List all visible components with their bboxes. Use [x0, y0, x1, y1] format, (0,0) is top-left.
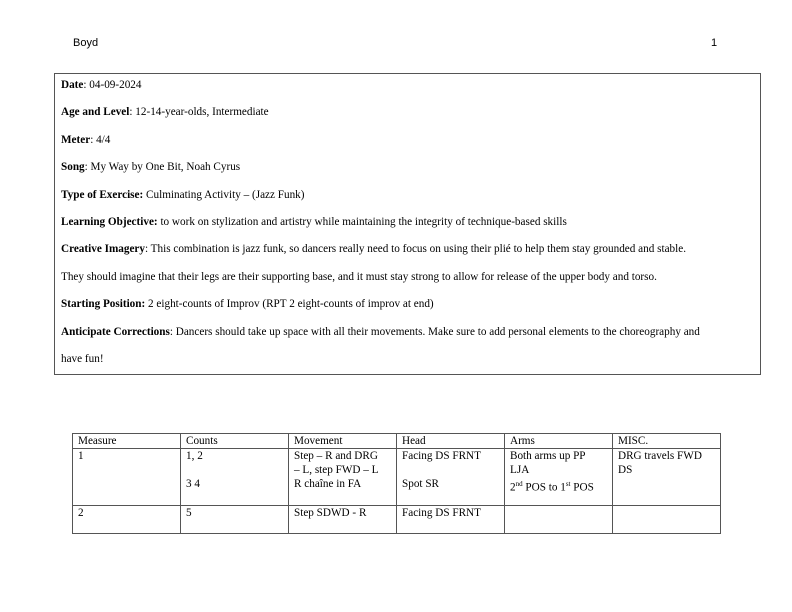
lesson-info-box	[54, 73, 761, 375]
misc-cell	[613, 506, 721, 534]
table-header-row	[73, 434, 721, 449]
creative-imagery-continued: They should imagine that their legs are their supporting base, and it must stay strong to allow for release of the upper body and torso.	[61, 270, 657, 283]
date-label: Date	[61, 79, 84, 91]
learning-objective-line	[61, 214, 754, 241]
meter-label: Meter	[61, 133, 91, 146]
movement-line-2: – L, step FWD – L	[294, 464, 379, 476]
arms-position-end: POS	[570, 481, 594, 494]
counts-cell	[181, 449, 289, 506]
age-level-value: : 12-14-year-olds, Intermediate	[129, 106, 269, 119]
meter-value: : 4/4	[90, 133, 111, 146]
creative-imagery-label: Creative Imagery	[61, 243, 145, 256]
arms-cell	[505, 506, 613, 534]
movement-cell: Step SDWD - R	[289, 506, 397, 534]
page-number: 1	[711, 37, 718, 49]
date-line	[61, 77, 754, 104]
anticipate-corrections-value: : Dancers should take up space with all their movements. Make sure to add personal elements to the choreography and	[169, 325, 700, 338]
age-level-label: Age and Level	[61, 106, 130, 119]
song-label: Song	[61, 161, 85, 174]
arms-ordinal-suffix-1: nd	[515, 480, 523, 488]
measure-cell: 2	[73, 506, 181, 534]
choreography-table	[72, 433, 721, 534]
creative-imagery-line	[61, 241, 754, 268]
anticipate-corrections-label: Anticipate Corrections	[61, 325, 170, 338]
age-level-line	[61, 104, 754, 131]
arms-cell	[505, 449, 613, 506]
column-header-arms: Arms	[505, 434, 613, 449]
counts-first: 1, 2	[186, 450, 203, 462]
arms-ordinal-suffix-2: st	[565, 480, 571, 488]
misc-line-1: DRG travels FWD	[618, 450, 702, 462]
head-first: Facing DS FRNT	[402, 450, 481, 462]
starting-position-label: Starting Position:	[61, 298, 146, 311]
column-header-measure: Measure	[73, 434, 181, 449]
exercise-type-value: Culminating Activity – (Jazz Funk)	[143, 188, 305, 201]
creative-imagery-value: : This combination is jazz funk, so dancers really need to focus on using their plié to help them stay grounded and stable.	[144, 243, 686, 256]
movement-line-3: R chaîne in FA	[294, 478, 362, 490]
head-cell: Facing DS FRNT	[397, 506, 505, 534]
column-header-counts: Counts	[181, 434, 289, 449]
column-header-misc: MISC.	[613, 434, 721, 449]
starting-position-value: 2 eight-counts of Improv (RPT 2 eight-counts of improv at end)	[145, 298, 434, 311]
measure-cell: 1	[73, 449, 181, 506]
column-header-head: Head	[397, 434, 505, 449]
song-line	[61, 159, 754, 186]
arms-position-middle: POS to 1	[522, 481, 566, 494]
head-cell	[397, 449, 505, 506]
arms-position-from: 2	[510, 481, 516, 494]
head-second: Spot SR	[402, 478, 439, 490]
misc-line-2: DS	[618, 464, 633, 476]
counts-cell: 5	[181, 506, 289, 534]
exercise-type-label: Type of Exercise:	[61, 188, 144, 201]
table-row	[73, 506, 721, 534]
misc-cell	[613, 449, 721, 506]
learning-objective-value: to work on stylization and artistry while maintaining the integrity of technique-based skills	[157, 215, 567, 228]
movement-cell	[289, 449, 397, 506]
starting-position-line	[61, 296, 754, 323]
meter-line	[61, 132, 754, 159]
learning-objective-label: Learning Objective:	[61, 215, 158, 228]
movement-line-1: Step – R and DRG	[294, 450, 378, 462]
anticipate-corrections-continued: have fun!	[61, 352, 104, 365]
song-value: : My Way by One Bit, Noah Cyrus	[84, 161, 241, 174]
arms-line-2: LJA	[510, 464, 530, 476]
counts-second: 3 4	[186, 478, 200, 490]
column-header-movement: Movement	[289, 434, 397, 449]
arms-line-3	[510, 477, 607, 495]
arms-line-1: Both arms up PP	[510, 450, 586, 462]
running-header-author: Boyd	[73, 37, 99, 49]
anticipate-corrections-line	[61, 324, 754, 351]
exercise-type-line	[61, 187, 754, 214]
date-value: : 04-09-2024	[83, 79, 142, 91]
table-row	[73, 449, 721, 506]
